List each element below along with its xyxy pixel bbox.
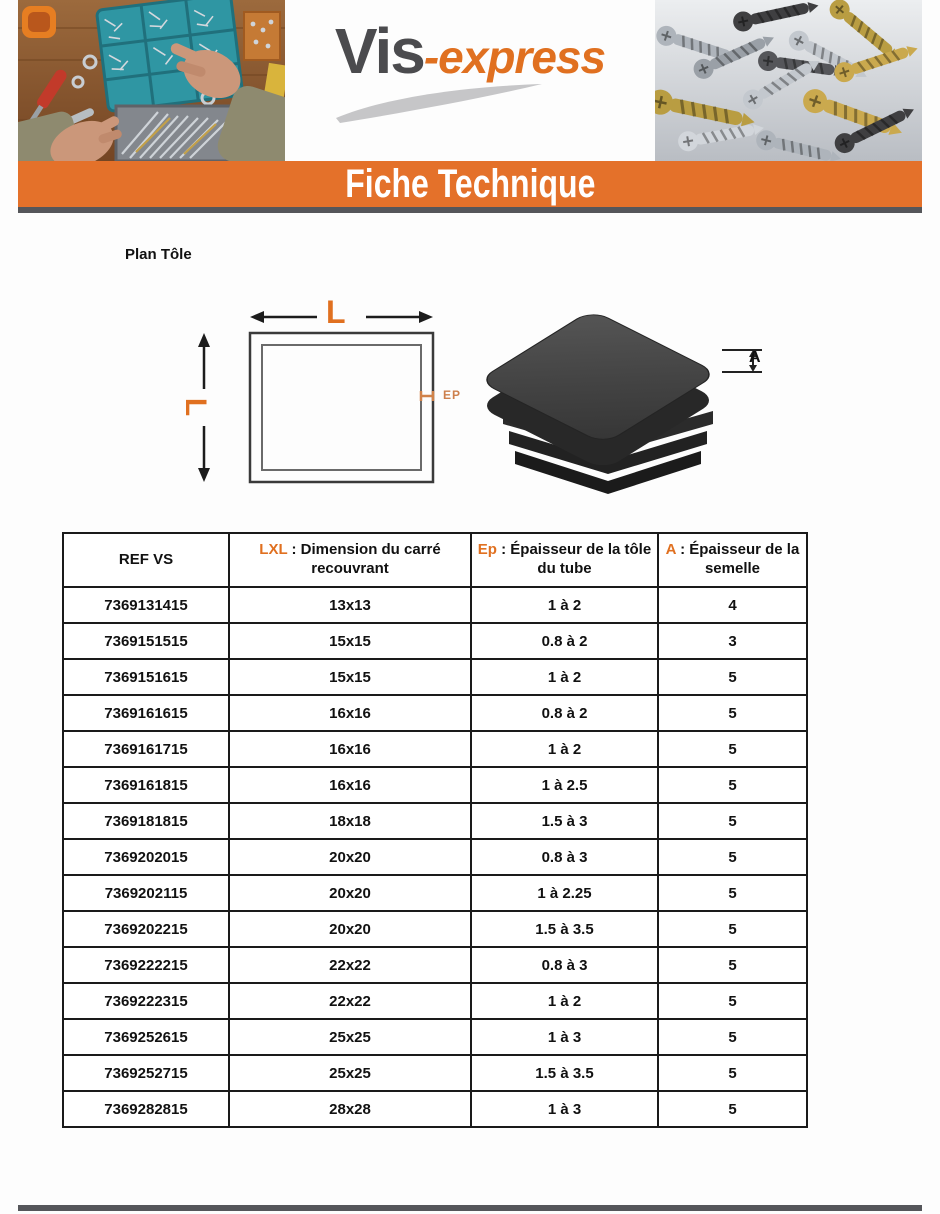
dim-label-thickness: EP [443, 388, 462, 402]
table-cell: 1 à 2.5 [471, 767, 658, 803]
table-row [63, 911, 807, 947]
table-cell: 7369252615 [63, 1019, 229, 1055]
table-cell: 22x22 [229, 947, 471, 983]
table-cell: 1.5 à 3 [471, 803, 658, 839]
table-cell: 0.8 à 2 [471, 695, 658, 731]
table-cell: 28x28 [229, 1091, 471, 1127]
section-title: Plan Tôle [125, 246, 192, 263]
banner [18, 161, 922, 207]
table-cell: 7369202115 [63, 875, 229, 911]
table-cell: 20x20 [229, 839, 471, 875]
table-cell: 1 à 2.25 [471, 875, 658, 911]
table-cell: 16x16 [229, 731, 471, 767]
table-cell: 7369161815 [63, 767, 229, 803]
table-cell: 1 à 2 [471, 587, 658, 623]
table-cell: 4 [658, 587, 807, 623]
table-row [63, 623, 807, 659]
table-cell: 7369161715 [63, 731, 229, 767]
table-cell: 15x15 [229, 659, 471, 695]
table-cell: 7369202215 [63, 911, 229, 947]
table-cell: 16x16 [229, 767, 471, 803]
table-row [63, 659, 807, 695]
table-cell: 20x20 [229, 875, 471, 911]
table-cell: 5 [658, 767, 807, 803]
table-row [63, 947, 807, 983]
table-cell: 7369252715 [63, 1055, 229, 1091]
table-cell: 25x25 [229, 1055, 471, 1091]
dim-label-width: L [326, 294, 346, 330]
table-cell: 7369161615 [63, 695, 229, 731]
table-cell: 0.8 à 3 [471, 839, 658, 875]
brand-name-secondary: -express [423, 31, 606, 83]
table-cell: 5 [658, 1055, 807, 1091]
table-cell: 5 [658, 731, 807, 767]
table-row [63, 875, 807, 911]
table-cell: 7369151515 [63, 623, 229, 659]
screw-pile-photo [655, 0, 922, 161]
square-cap-illustration [465, 293, 775, 498]
table-cell: 1.5 à 3.5 [471, 911, 658, 947]
table-cell: 5 [658, 659, 807, 695]
table-cell: 25x25 [229, 1019, 471, 1055]
table-row [63, 1055, 807, 1091]
table-cell: 13x13 [229, 587, 471, 623]
table-cell: 1 à 2 [471, 983, 658, 1019]
ep-bracket-icon [421, 391, 433, 401]
table-row [63, 803, 807, 839]
table-cell: 1 à 3 [471, 1019, 658, 1055]
table-cell: 7369202015 [63, 839, 229, 875]
table-cell: 5 [658, 875, 807, 911]
banner-title: Fiche Technique [344, 161, 596, 206]
table-cell: 1.5 à 3.5 [471, 1055, 658, 1091]
table-cell: 16x16 [229, 695, 471, 731]
table-cell: 3 [658, 623, 807, 659]
col-header-lxl: LXL : Dimension du carré recouvrant [229, 533, 471, 587]
banner-underline [18, 207, 922, 213]
col-header-ep: Ep : Épaisseur de la tôle du tube [471, 533, 658, 587]
table-cell: 0.8 à 2 [471, 623, 658, 659]
table-cell: 5 [658, 983, 807, 1019]
table-cell: 5 [658, 695, 807, 731]
table-cell: 15x15 [229, 623, 471, 659]
table-cell: 18x18 [229, 803, 471, 839]
brand-logo [320, 14, 620, 134]
table-row [63, 587, 807, 623]
table-cell: 7369222215 [63, 947, 229, 983]
workbench-photo [18, 0, 285, 161]
table-row [63, 767, 807, 803]
table-cell: 7369151615 [63, 659, 229, 695]
dim-label-height: L [179, 397, 213, 417]
spec-table-body [63, 587, 807, 1127]
table-cell: 7369282815 [63, 1091, 229, 1127]
brand-name-primary: Vis [334, 15, 424, 87]
table-cell: 7369181815 [63, 803, 229, 839]
table-cell: 0.8 à 3 [471, 947, 658, 983]
table-cell: 5 [658, 947, 807, 983]
table-row [63, 1091, 807, 1127]
table-row [63, 983, 807, 1019]
table-row [63, 695, 807, 731]
col-header-a: A : Épaisseur de la semelle [658, 533, 807, 587]
table-row [63, 731, 807, 767]
table-cell: 1 à 2 [471, 659, 658, 695]
table-cell: 5 [658, 1091, 807, 1127]
table-cell: 7369131415 [63, 587, 229, 623]
table-cell: 1 à 2 [471, 731, 658, 767]
footer-divider [18, 1205, 922, 1211]
spec-table [62, 532, 808, 1128]
col-header-ref: REF VS [63, 533, 229, 587]
table-cell: 5 [658, 911, 807, 947]
logo-swoosh [332, 82, 547, 124]
table-cell: 1 à 3 [471, 1091, 658, 1127]
dim-label-sole: A [749, 349, 761, 366]
table-cell: 7369222315 [63, 983, 229, 1019]
table-cell: 5 [658, 839, 807, 875]
table-cell: 5 [658, 803, 807, 839]
table-row [63, 839, 807, 875]
table-cell: 5 [658, 1019, 807, 1055]
table-cell: 20x20 [229, 911, 471, 947]
table-header-row [63, 533, 807, 587]
table-row [63, 1019, 807, 1055]
table-cell: 22x22 [229, 983, 471, 1019]
